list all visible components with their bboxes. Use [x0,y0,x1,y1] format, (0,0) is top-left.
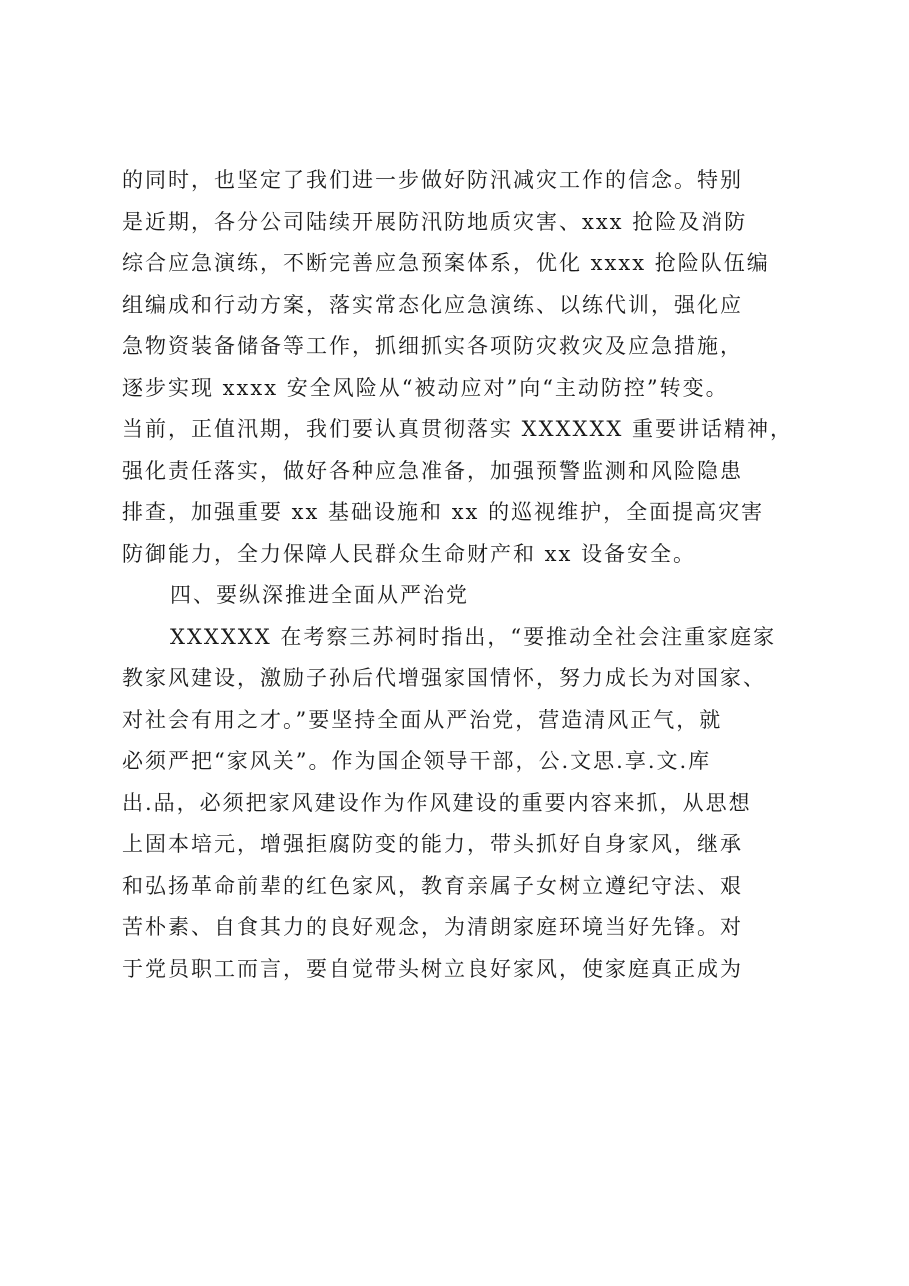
section-heading: 四、要纵深推进全面从严治党 [170,583,469,607]
text-line: 出.品，必须把家风建设作为作风建设的重要内容来抓，从思想 [122,790,752,815]
text-line: 教家风建设，激励子孙后代增强家国情怀，努力成长为对国家、 [122,666,766,690]
text-line: 苦朴素、自食其力的良好观念，为清朗家庭环境当好先锋。对 [122,915,743,939]
text-line: XXXXXX 在考察三苏祠时指出，“要推动全社会注重家庭家 [170,624,777,649]
text-line: 急物资装备储备等工作，抓细抓实各项防灾救灾及应急措施， [122,334,743,358]
text-line: 于党员职工而言，要自觉带头树立良好家风，使家庭真正成为 [122,956,743,981]
text-line: 组编成和行动方案，落实常态化应急演练、以练代训，强化应 [122,292,743,317]
body-text [122,160,802,990]
text-line: 强化责任落实，做好各种应急准备，加强预警监测和风险隐患 [122,458,743,483]
text-line: 的同时，也坚定了我们进一步做好防汛减灾工作的信念。特别 [122,168,743,192]
text-line: 排查，加强重要 xx 基础设施和 xx 的巡视维护，全面提高灾害 [122,500,765,524]
text-line: 逐步实现 xxxx 安全风险从“被动应对”向“主动防控”转变。 [122,375,729,400]
text-line: 是近期，各分公司陆续开展防汛防地质灾害、xxx 抢险及消防 [122,209,748,234]
text-line: 和弘扬革命前辈的红色家风，教育亲属子女树立遵纪守法、艰 [122,873,743,898]
text-line: 综合应急演练，不断完善应急预案体系，优化 xxxx 抢险队伍编 [122,251,770,275]
text-line: 防御能力，全力保障人民群众生命财产和 xx 设备安全。 [122,541,697,566]
text-line: 当前，正值汛期，我们要认真贯彻落实 XXXXXX 重要讲话精神， [122,417,794,441]
text-line: 对社会有用之才。”要坚持全面从严治党，营造清风正气，就 [122,707,723,732]
text-line: 必须严把“家风关”。作为国企领导干部，公.文思.享.文.库 [122,749,712,773]
text-line: 上固本培元，增强拒腐防变的能力，带头抓好自身家风，继承 [122,832,743,856]
